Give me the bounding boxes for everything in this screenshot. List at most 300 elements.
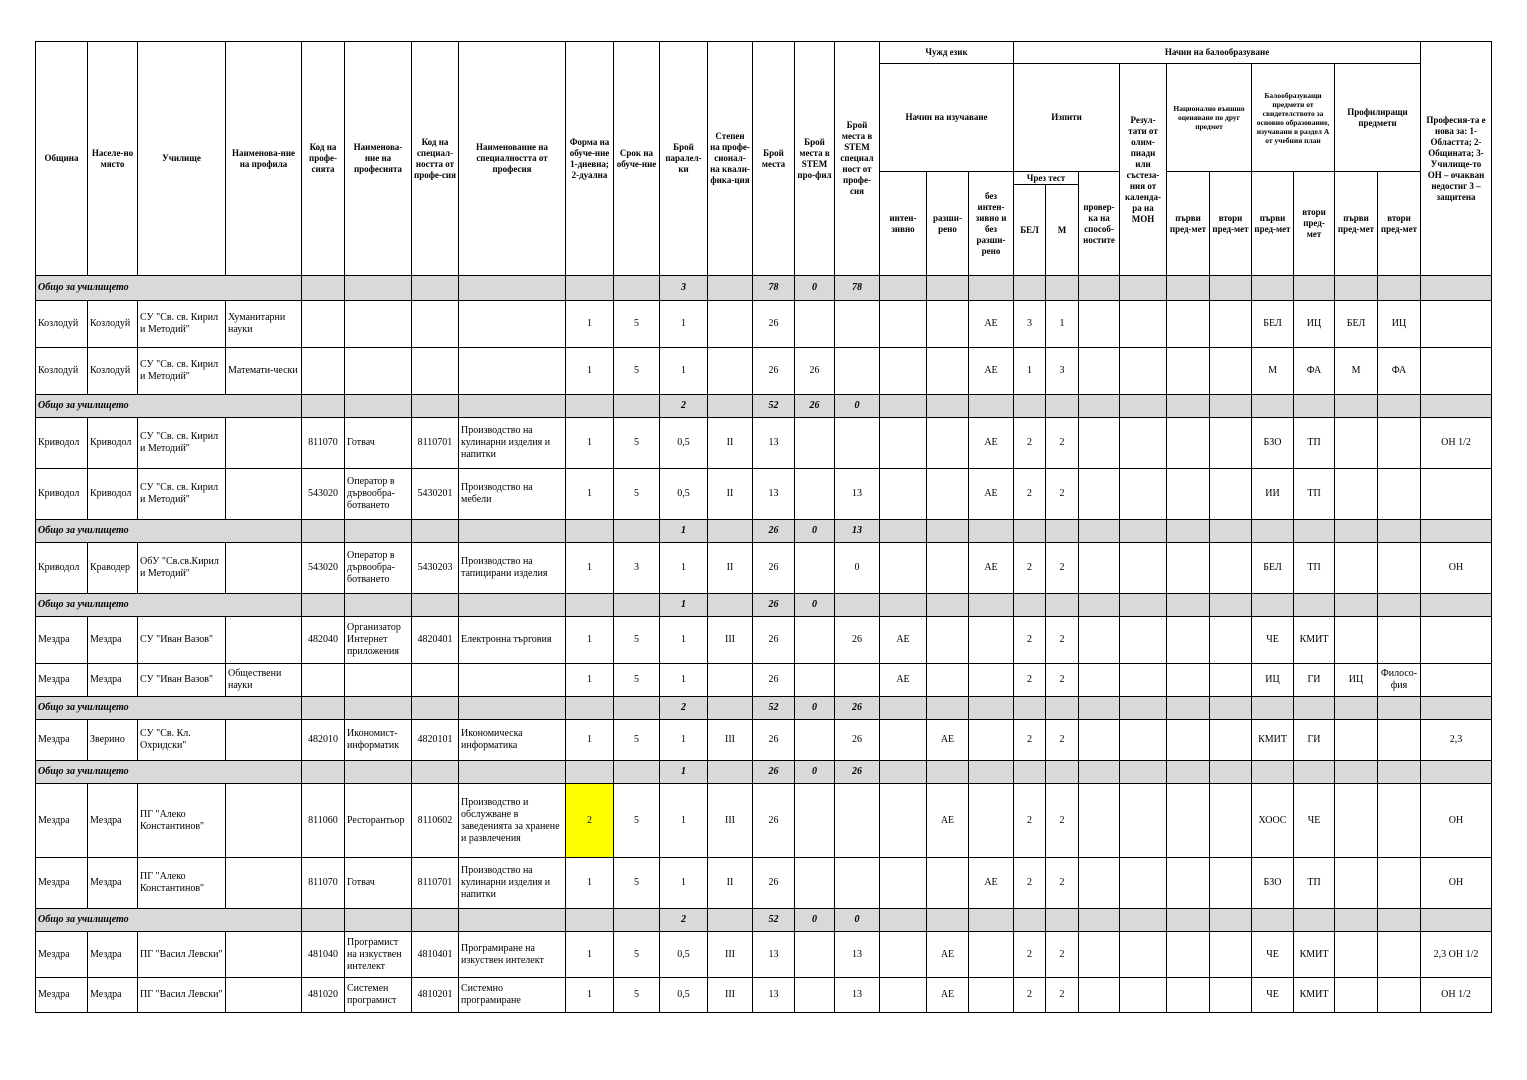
total-empty-cell xyxy=(345,520,412,543)
cell-bal2: ТП xyxy=(1294,418,1335,469)
cell-spec: Производство на мебели xyxy=(459,469,566,520)
cell-bal2: КМИТ xyxy=(1294,617,1335,664)
cell-razshir xyxy=(927,348,969,395)
cell-pr2 xyxy=(1378,418,1421,469)
total-empty-cell xyxy=(880,395,927,418)
cell-pr1 xyxy=(1335,932,1378,978)
total-stem-spec xyxy=(835,594,880,617)
total-label: Общо за училището xyxy=(36,395,302,418)
total-empty-cell xyxy=(566,520,614,543)
cell-stem-prof xyxy=(795,858,835,909)
cell-spec: Системно програмиране xyxy=(459,978,566,1013)
total-stem-spec: 13 xyxy=(835,520,880,543)
col-kod-prof: Код на профе-сията xyxy=(302,42,345,276)
cell-pr1 xyxy=(1335,469,1378,520)
total-empty-cell xyxy=(1335,395,1378,418)
table-header xyxy=(36,42,1492,276)
cell-bel: 1 xyxy=(1014,348,1046,395)
cell-stem-prof xyxy=(795,664,835,697)
total-empty-cell xyxy=(459,594,566,617)
total-empty-cell xyxy=(302,909,345,932)
cell-stepen: III xyxy=(708,784,753,858)
cell-m: 2 xyxy=(1046,932,1079,978)
col-balo-predmeti: Балообразуващи предмети от свидетелството за основно образование, изучавани в раздел А от учебния план xyxy=(1252,64,1335,172)
cell-profil xyxy=(226,784,302,858)
total-empty-cell xyxy=(566,909,614,932)
total-empty-cell xyxy=(969,909,1014,932)
total-empty-cell xyxy=(1378,520,1421,543)
cell-stem-prof xyxy=(795,543,835,594)
total-empty-cell xyxy=(1014,594,1046,617)
cell-nvo2 xyxy=(1210,720,1252,761)
school-total-row xyxy=(36,761,1492,784)
total-stem-spec: 26 xyxy=(835,697,880,720)
total-empty-cell xyxy=(1378,697,1421,720)
col-nvo-vtori: втори пред-мет xyxy=(1210,172,1252,276)
cell-stem-spec xyxy=(835,858,880,909)
cell-bez xyxy=(969,978,1014,1013)
total-empty-cell xyxy=(708,761,753,784)
total-empty-cell xyxy=(708,594,753,617)
cell-intenz xyxy=(880,543,927,594)
cell-stem-spec: 26 xyxy=(835,720,880,761)
cell-uchilishte: ОбУ "Св.св.Кирил и Методий" xyxy=(138,543,226,594)
cell-forma: 1 xyxy=(566,617,614,664)
cell-stepen: II xyxy=(708,418,753,469)
cell-paral: 1 xyxy=(660,543,708,594)
total-empty-cell xyxy=(1378,909,1421,932)
total-empty-cell xyxy=(1046,594,1079,617)
cell-naseleno: Мездра xyxy=(88,784,138,858)
cell-naseleno: Зверино xyxy=(88,720,138,761)
total-empty-cell xyxy=(927,520,969,543)
total-empty-cell xyxy=(459,276,566,301)
col-bal-parvi: първи пред-мет xyxy=(1252,172,1294,276)
total-empty-cell xyxy=(1120,761,1167,784)
total-empty-cell xyxy=(1335,520,1378,543)
cell-pr2: ФА xyxy=(1378,348,1421,395)
total-empty-cell xyxy=(614,909,660,932)
cell-bal2: ФА xyxy=(1294,348,1335,395)
school-total-row xyxy=(36,697,1492,720)
total-empty-cell xyxy=(1252,276,1294,301)
cell-nova: ОН 1/2 xyxy=(1421,418,1492,469)
total-empty-cell xyxy=(459,395,566,418)
cell-bal2: ГИ xyxy=(1294,664,1335,697)
cell-srok: 5 xyxy=(614,720,660,761)
cell-bel: 2 xyxy=(1014,617,1046,664)
cell-kod-prof xyxy=(302,348,345,395)
cell-uchilishte: СУ "Св. св. Кирил и Методий" xyxy=(138,301,226,348)
cell-proverka xyxy=(1079,543,1120,594)
cell-profil: Хуманитарни науки xyxy=(226,301,302,348)
table-row xyxy=(36,301,1492,348)
cell-uchilishte: СУ "Св. св. Кирил и Методий" xyxy=(138,348,226,395)
cell-naseleno: Криводол xyxy=(88,469,138,520)
cell-pr2 xyxy=(1378,469,1421,520)
total-mesta: 52 xyxy=(753,697,795,720)
cell-profil xyxy=(226,932,302,978)
col-stem-prof: Брой места в STEM про-фил xyxy=(795,42,835,276)
table-row xyxy=(36,932,1492,978)
cell-bez: АЕ xyxy=(969,348,1014,395)
col-spec: Наименование на специалността от професия xyxy=(459,42,566,276)
total-empty-cell xyxy=(1210,276,1252,301)
cell-stem-prof xyxy=(795,720,835,761)
total-empty-cell xyxy=(614,276,660,301)
cell-intenz xyxy=(880,469,927,520)
cell-mesta: 26 xyxy=(753,784,795,858)
table-row xyxy=(36,858,1492,909)
cell-naseleno: Козлодуй xyxy=(88,348,138,395)
total-empty-cell xyxy=(1120,395,1167,418)
total-stem-prof: 0 xyxy=(795,761,835,784)
cell-paral: 0,5 xyxy=(660,418,708,469)
cell-stepen xyxy=(708,301,753,348)
col-obshtina: Община xyxy=(36,42,88,276)
cell-bal2: ТП xyxy=(1294,858,1335,909)
total-paral: 2 xyxy=(660,395,708,418)
total-empty-cell xyxy=(412,909,459,932)
total-empty-cell xyxy=(708,276,753,301)
cell-razshir: АЕ xyxy=(927,932,969,978)
cell-bel: 2 xyxy=(1014,543,1046,594)
cell-kod-spec xyxy=(412,301,459,348)
cell-mesta: 26 xyxy=(753,617,795,664)
school-total-row xyxy=(36,520,1492,543)
school-total-row xyxy=(36,909,1492,932)
cell-uchilishte: СУ "Св. Кл. Охридски" xyxy=(138,720,226,761)
col-stem-spec: Брой места в STEM специал ност от профе-сия xyxy=(835,42,880,276)
cell-bal1: БЕЛ xyxy=(1252,543,1294,594)
cell-stem-spec xyxy=(835,348,880,395)
cell-proverka xyxy=(1079,664,1120,697)
cell-uchilishte: ПГ "Алеко Константинов" xyxy=(138,784,226,858)
cell-forma: 1 xyxy=(566,301,614,348)
cell-m: 1 xyxy=(1046,301,1079,348)
total-empty-cell xyxy=(880,761,927,784)
col-paral: Брой паралел-ки xyxy=(660,42,708,276)
total-empty-cell xyxy=(1014,520,1046,543)
cell-obshtina: Мездра xyxy=(36,617,88,664)
cell-mesta: 13 xyxy=(753,932,795,978)
table-row xyxy=(36,469,1492,520)
cell-obshtina: Криводол xyxy=(36,543,88,594)
cell-stem-spec: 13 xyxy=(835,932,880,978)
cell-kod-prof: 543020 xyxy=(302,469,345,520)
cell-proverka xyxy=(1079,858,1120,909)
cell-prof: Системен програмист xyxy=(345,978,412,1013)
total-empty-cell xyxy=(1378,594,1421,617)
cell-razshir xyxy=(927,664,969,697)
cell-profil xyxy=(226,469,302,520)
cell-kod-spec: 4820401 xyxy=(412,617,459,664)
cell-profil xyxy=(226,543,302,594)
cell-nvo2 xyxy=(1210,469,1252,520)
cell-mesta: 13 xyxy=(753,978,795,1013)
total-empty-cell xyxy=(302,761,345,784)
cell-m: 2 xyxy=(1046,720,1079,761)
cell-proverka xyxy=(1079,469,1120,520)
cell-bez: АЕ xyxy=(969,858,1014,909)
cell-kod-spec: 4810401 xyxy=(412,932,459,978)
cell-prof xyxy=(345,348,412,395)
cell-naseleno: Криводол xyxy=(88,418,138,469)
cell-stepen xyxy=(708,664,753,697)
cell-mesta: 13 xyxy=(753,469,795,520)
total-empty-cell xyxy=(302,594,345,617)
cell-spec: Производство на тапицирани изделия xyxy=(459,543,566,594)
col-proverka: провер-ка на способ-ностите xyxy=(1079,172,1120,276)
total-label: Общо за училището xyxy=(36,909,302,932)
cell-nova: ОН xyxy=(1421,858,1492,909)
cell-nvo2 xyxy=(1210,617,1252,664)
total-empty-cell xyxy=(969,594,1014,617)
cell-stem-spec xyxy=(835,784,880,858)
cell-nova: ОН xyxy=(1421,543,1492,594)
col-nvo: Национално външно оценяване по друг предмет xyxy=(1167,64,1252,172)
cell-bal1: ХООС xyxy=(1252,784,1294,858)
total-empty-cell xyxy=(1421,594,1492,617)
col-naseleno: Населе-но място xyxy=(88,42,138,276)
total-empty-cell xyxy=(1120,276,1167,301)
total-empty-cell xyxy=(1294,520,1335,543)
total-empty-cell xyxy=(1167,909,1210,932)
cell-spec: Програмиране на изкуствен интелект xyxy=(459,932,566,978)
cell-nvo2 xyxy=(1210,301,1252,348)
cell-pr1: ИЦ xyxy=(1335,664,1378,697)
total-empty-cell xyxy=(1120,697,1167,720)
total-empty-cell xyxy=(1167,395,1210,418)
cell-paral: 1 xyxy=(660,720,708,761)
cell-bal2: ИЦ xyxy=(1294,301,1335,348)
total-empty-cell xyxy=(1079,520,1120,543)
cell-mesta: 13 xyxy=(753,418,795,469)
cell-intenz xyxy=(880,418,927,469)
total-mesta: 26 xyxy=(753,520,795,543)
total-empty-cell xyxy=(1079,909,1120,932)
total-empty-cell xyxy=(708,395,753,418)
cell-spec: Производство и обслужване в заведенията за хранене и развлечения xyxy=(459,784,566,858)
cell-nvo2 xyxy=(1210,932,1252,978)
cell-stem-prof: 26 xyxy=(795,348,835,395)
cell-kod-prof: 543020 xyxy=(302,543,345,594)
cell-intenz xyxy=(880,784,927,858)
col-razshir: разши-рено xyxy=(927,172,969,276)
cell-rezultati xyxy=(1120,720,1167,761)
cell-rezultati xyxy=(1120,301,1167,348)
cell-kod-spec: 5430203 xyxy=(412,543,459,594)
total-paral: 3 xyxy=(660,276,708,301)
col-mesta: Брой места xyxy=(753,42,795,276)
cell-prof xyxy=(345,301,412,348)
cell-rezultati xyxy=(1120,784,1167,858)
cell-kod-spec: 4810201 xyxy=(412,978,459,1013)
cell-paral: 0,5 xyxy=(660,469,708,520)
cell-prof: Готвач xyxy=(345,858,412,909)
cell-paral: 0,5 xyxy=(660,932,708,978)
col-prof: Наименова-ние на професията xyxy=(345,42,412,276)
total-empty-cell xyxy=(969,520,1014,543)
cell-bal2: ЧЕ xyxy=(1294,784,1335,858)
total-empty-cell xyxy=(412,761,459,784)
col-chuzhd-ezik: Чужд език xyxy=(880,42,1014,64)
total-stem-prof: 0 xyxy=(795,594,835,617)
cell-stem-prof xyxy=(795,932,835,978)
cell-uchilishte: СУ "Иван Вазов" xyxy=(138,617,226,664)
total-empty-cell xyxy=(1120,520,1167,543)
total-empty-cell xyxy=(927,697,969,720)
cell-bal1: ЧЕ xyxy=(1252,617,1294,664)
cell-mesta: 26 xyxy=(753,348,795,395)
cell-kod-prof: 811060 xyxy=(302,784,345,858)
cell-forma: 1 xyxy=(566,348,614,395)
total-empty-cell xyxy=(1079,276,1120,301)
total-mesta: 26 xyxy=(753,761,795,784)
total-empty-cell xyxy=(1294,761,1335,784)
total-empty-cell xyxy=(927,761,969,784)
total-empty-cell xyxy=(1210,520,1252,543)
cell-stepen: III xyxy=(708,978,753,1013)
cell-nvo1 xyxy=(1167,858,1210,909)
cell-rezultati xyxy=(1120,932,1167,978)
total-empty-cell xyxy=(1210,761,1252,784)
cell-bez xyxy=(969,784,1014,858)
cell-pr2: ИЦ xyxy=(1378,301,1421,348)
total-paral: 1 xyxy=(660,761,708,784)
cell-srok: 5 xyxy=(614,469,660,520)
cell-bal1: БЗО xyxy=(1252,418,1294,469)
cell-bez xyxy=(969,664,1014,697)
total-empty-cell xyxy=(880,697,927,720)
total-empty-cell xyxy=(614,594,660,617)
cell-m: 2 xyxy=(1046,418,1079,469)
total-empty-cell xyxy=(1014,761,1046,784)
cell-bal1: КМИТ xyxy=(1252,720,1294,761)
total-label: Общо за училището xyxy=(36,761,302,784)
cell-rezultati xyxy=(1120,858,1167,909)
total-empty-cell xyxy=(708,697,753,720)
cell-forma: 1 xyxy=(566,932,614,978)
cell-paral: 1 xyxy=(660,348,708,395)
cell-nvo2 xyxy=(1210,858,1252,909)
total-empty-cell xyxy=(345,395,412,418)
cell-nvo1 xyxy=(1167,784,1210,858)
cell-bez: АЕ xyxy=(969,301,1014,348)
col-rezultati: Резул-тати от олим-пиади или състеза-ния от календа-ра на МОН xyxy=(1120,64,1167,276)
cell-bez xyxy=(969,617,1014,664)
cell-m: 2 xyxy=(1046,784,1079,858)
total-empty-cell xyxy=(1421,697,1492,720)
cell-rezultati xyxy=(1120,348,1167,395)
cell-proverka xyxy=(1079,784,1120,858)
cell-mesta: 26 xyxy=(753,858,795,909)
cell-forma: 1 xyxy=(566,543,614,594)
total-empty-cell xyxy=(1421,520,1492,543)
cell-kod-spec: 5430201 xyxy=(412,469,459,520)
total-empty-cell xyxy=(1079,594,1120,617)
total-label: Общо за училището xyxy=(36,697,302,720)
total-empty-cell xyxy=(459,761,566,784)
total-empty-cell xyxy=(412,395,459,418)
cell-bal1: ЧЕ xyxy=(1252,978,1294,1013)
total-mesta: 52 xyxy=(753,909,795,932)
cell-pr2 xyxy=(1378,932,1421,978)
cell-forma: 2 xyxy=(566,784,614,858)
cell-paral: 1 xyxy=(660,617,708,664)
total-empty-cell xyxy=(1252,594,1294,617)
cell-obshtina: Козлодуй xyxy=(36,348,88,395)
cell-rezultati xyxy=(1120,664,1167,697)
cell-pr2 xyxy=(1378,978,1421,1013)
cell-pr1 xyxy=(1335,720,1378,761)
school-total-row xyxy=(36,276,1492,301)
cell-obshtina: Мездра xyxy=(36,932,88,978)
total-empty-cell xyxy=(302,395,345,418)
col-bez: без интен-зивно и без разши-рено xyxy=(969,172,1014,276)
total-empty-cell xyxy=(1294,594,1335,617)
total-empty-cell xyxy=(566,594,614,617)
total-empty-cell xyxy=(969,761,1014,784)
total-stem-prof: 26 xyxy=(795,395,835,418)
cell-bal1: М xyxy=(1252,348,1294,395)
total-empty-cell xyxy=(1252,520,1294,543)
cell-prof: Оператор в дървообра-ботването xyxy=(345,469,412,520)
cell-kod-prof xyxy=(302,301,345,348)
total-empty-cell xyxy=(1046,520,1079,543)
total-stem-prof: 0 xyxy=(795,276,835,301)
cell-spec: Икономическа информатика xyxy=(459,720,566,761)
cell-profil xyxy=(226,418,302,469)
col-bal-vtori: втори пред-мет xyxy=(1294,172,1335,276)
cell-kod-prof: 481040 xyxy=(302,932,345,978)
table-row xyxy=(36,784,1492,858)
cell-bal1: ИЦ xyxy=(1252,664,1294,697)
col-srok: Срок на обуче-ние xyxy=(614,42,660,276)
cell-obshtina: Козлодуй xyxy=(36,301,88,348)
total-paral: 2 xyxy=(660,697,708,720)
total-empty-cell xyxy=(459,520,566,543)
total-empty-cell xyxy=(459,909,566,932)
cell-prof: Икономист-информатик xyxy=(345,720,412,761)
total-empty-cell xyxy=(1335,761,1378,784)
cell-pr2 xyxy=(1378,858,1421,909)
cell-nova xyxy=(1421,664,1492,697)
col-uchilishte: Училище xyxy=(138,42,226,276)
cell-naseleno: Мездра xyxy=(88,617,138,664)
total-empty-cell xyxy=(969,697,1014,720)
cell-obshtina: Мездра xyxy=(36,858,88,909)
cell-uchilishte: СУ "Св. св. Кирил и Методий" xyxy=(138,418,226,469)
cell-prof xyxy=(345,664,412,697)
cell-srok: 5 xyxy=(614,301,660,348)
cell-bel: 2 xyxy=(1014,858,1046,909)
cell-m: 2 xyxy=(1046,664,1079,697)
cell-pr2 xyxy=(1378,720,1421,761)
cell-bal2: ГИ xyxy=(1294,720,1335,761)
cell-bel: 2 xyxy=(1014,784,1046,858)
total-empty-cell xyxy=(880,594,927,617)
cell-proverka xyxy=(1079,978,1120,1013)
total-empty-cell xyxy=(614,520,660,543)
total-empty-cell xyxy=(1294,697,1335,720)
cell-rezultati xyxy=(1120,617,1167,664)
total-empty-cell xyxy=(1210,594,1252,617)
cell-nova: 2,3 ОН 1/2 xyxy=(1421,932,1492,978)
cell-bel: 3 xyxy=(1014,301,1046,348)
cell-intenz xyxy=(880,720,927,761)
cell-stem-spec xyxy=(835,418,880,469)
